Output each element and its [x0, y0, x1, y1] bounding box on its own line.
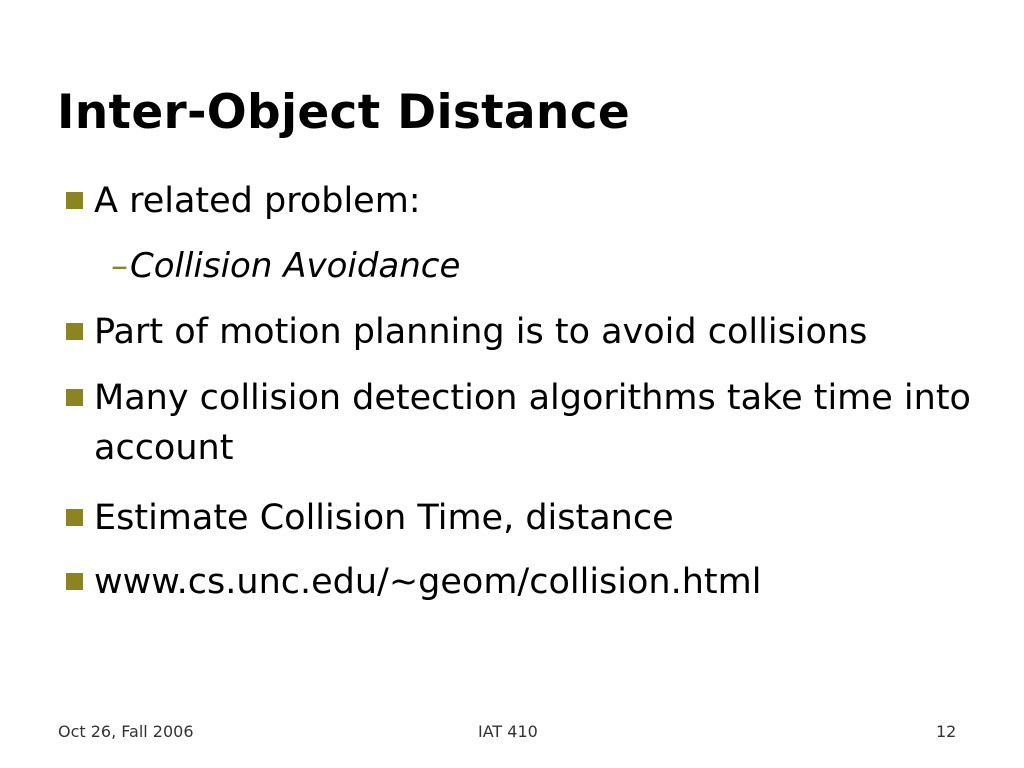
- sub-bullet-text: Collision Avoidance: [130, 246, 461, 286]
- footer-course: IAT 410: [478, 722, 538, 741]
- sub-bullet-item-collision-avoidance: [111, 243, 460, 289]
- collision-url-link[interactable]: www.cs.unc.edu/~geom/collision.html: [94, 562, 762, 602]
- bullet-item-collision-url: [66, 557, 761, 607]
- dash-bullet-icon: –: [111, 246, 128, 286]
- square-bullet-icon: [66, 192, 83, 209]
- bullet-item-estimate-collision-time: [66, 493, 674, 543]
- square-bullet-icon: [66, 573, 83, 590]
- footer-date: Oct 26, Fall 2006: [58, 722, 194, 741]
- bullet-text: A related problem:: [94, 181, 421, 221]
- square-bullet-icon: [66, 509, 83, 526]
- slide-title: Inter-Object Distance: [57, 85, 631, 140]
- square-bullet-icon: [66, 323, 83, 340]
- bullet-item-motion-planning: [66, 307, 867, 357]
- bullet-text: Estimate Collision Time, distance: [94, 498, 674, 538]
- bullet-text: Many collision detection algorithms take time into account: [94, 378, 971, 468]
- bullet-text: Part of motion planning is to avoid collisions: [94, 312, 868, 352]
- bullet-item-collision-detection: [66, 373, 1016, 473]
- footer-page-number: 12: [936, 722, 957, 741]
- bullet-item-related-problem: [66, 176, 421, 226]
- square-bullet-icon: [66, 389, 83, 406]
